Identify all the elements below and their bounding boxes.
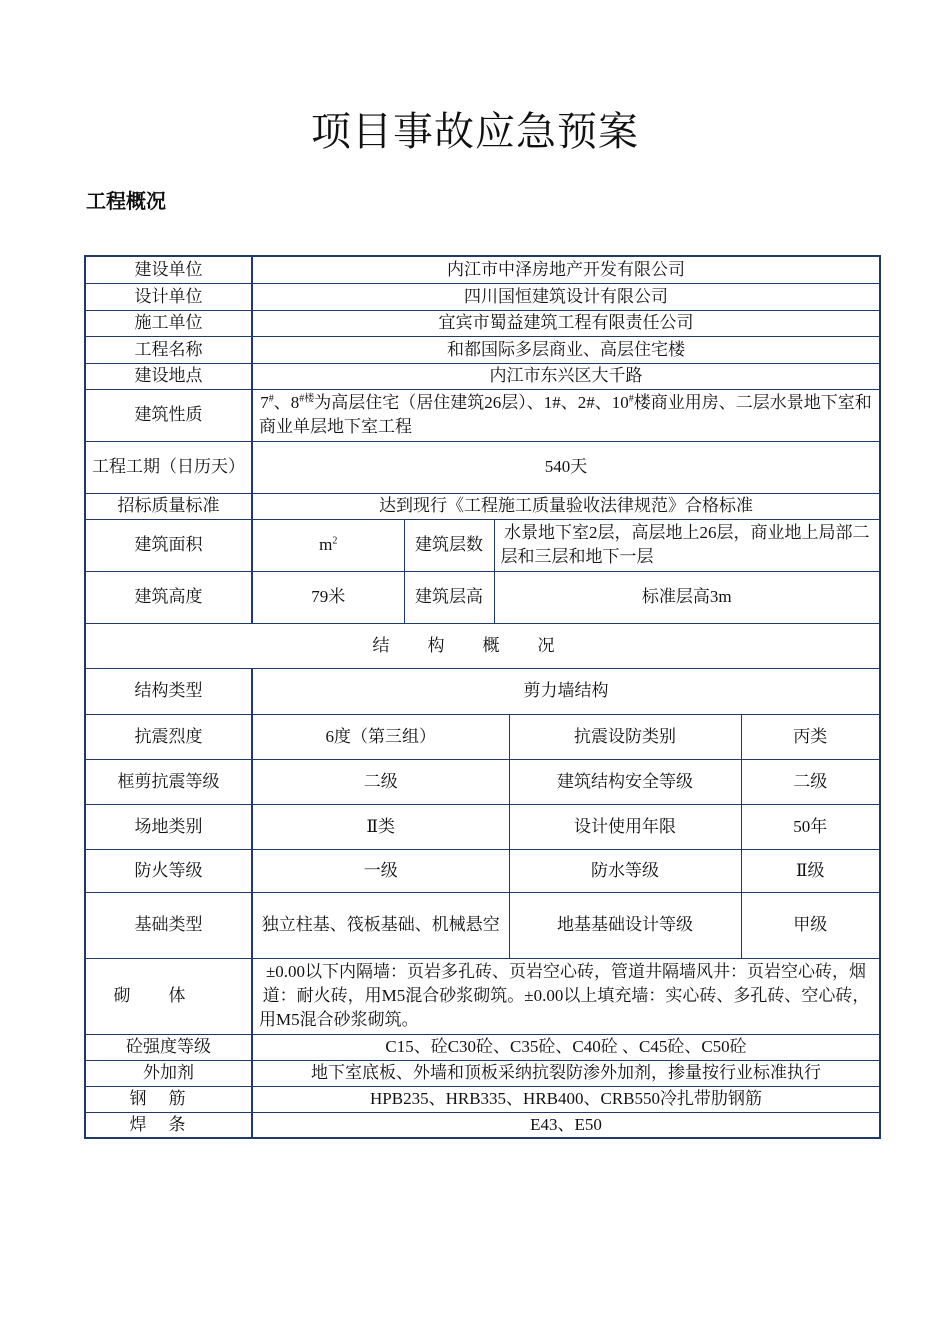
- table-row: [85, 283, 880, 310]
- row-value: 剪力墙结构: [252, 668, 880, 714]
- nature-text: 为高层住宅（居住建筑26层）、1#、2#、10: [314, 393, 629, 412]
- nature-sup: #楼: [299, 393, 315, 405]
- row-value: Ⅱ类: [252, 804, 509, 849]
- row-label: 砼强度等级: [85, 1034, 252, 1060]
- row-value: 地下室底板、外墙和顶板采纳抗裂防渗外加剂，掺量按行业标准执行: [252, 1060, 880, 1086]
- nature-sup: #: [268, 393, 274, 405]
- table-row: [85, 310, 880, 336]
- nature-text: 、8: [273, 393, 300, 412]
- row-label: 建筑性质: [85, 389, 252, 441]
- row-label: 设计单位: [85, 283, 252, 310]
- row-value: Ⅱ级: [741, 849, 880, 892]
- table-row: [85, 1034, 880, 1060]
- row-value: 独立柱基、筏板基础、机械悬空: [252, 892, 509, 958]
- row-label: 钢筋: [85, 1086, 252, 1112]
- row-value: 宜宾市蜀益建筑工程有限责任公司: [252, 310, 880, 336]
- row-value: 四川国恒建筑设计有限公司: [252, 283, 880, 310]
- row-label: 结构类型: [85, 668, 252, 714]
- row-label: 基础类型: [85, 892, 252, 958]
- table-row: [85, 519, 880, 571]
- section-heading: 工程概况: [86, 189, 166, 213]
- row-value: C15、砼C30砼、C35砼、C40砼 、C45砼、C50砼: [252, 1034, 880, 1060]
- table-row: [85, 958, 880, 1034]
- row-value: 甲级: [741, 892, 880, 958]
- row-label: 工程名称: [85, 336, 252, 363]
- table-row: [85, 668, 880, 714]
- row-value: 达到现行《工程施工质量验收法律规范》合格标准: [252, 493, 880, 519]
- table-row: [85, 892, 880, 958]
- nature-text: 7: [260, 393, 269, 412]
- row-sublabel: 地基基础设计等级: [509, 892, 741, 958]
- row-value: 二级: [252, 759, 509, 804]
- table-row: [85, 571, 880, 623]
- nature-sup: #: [628, 393, 634, 405]
- row-value: 6度（第三组）: [252, 714, 509, 759]
- table-row: [85, 493, 880, 519]
- row-sublabel: 建筑层数: [404, 519, 494, 571]
- table-row: [85, 256, 880, 283]
- nature-text: 楼商业用房、二层水景地下室和商业单层地下室工程: [259, 393, 872, 436]
- row-sublabel: 设计使用年限: [509, 804, 741, 849]
- row-value: 内江市东兴区大千路: [252, 363, 880, 389]
- building-nature-value: [252, 389, 880, 441]
- table-row: [85, 389, 880, 441]
- project-overview-table: [84, 255, 881, 1139]
- row-label: 建筑面积: [85, 519, 252, 571]
- row-value: HPB235、HRB335、HRB400、CRB550冷扎带肋钢筋: [252, 1086, 880, 1112]
- row-label: 招标质量标准: [85, 493, 252, 519]
- row-label: 焊条: [85, 1112, 252, 1138]
- structure-heading: 结构概况: [85, 623, 880, 668]
- row-value: 标准层高3m: [494, 571, 880, 623]
- area-unit: [252, 519, 404, 571]
- row-label: 施工单位: [85, 310, 252, 336]
- row-value: 50年: [741, 804, 880, 849]
- masonry-value: ±0.00以下内隔墙：页岩多孔砖、页岩空心砖，管道井隔墙风井：页岩空心砖，烟道：耐火砖，用M5混合砂浆砌筑。±0.00以上填充墙：实心砖、多孔砖、空心砖，用M5混合砂浆砌筑。: [252, 958, 880, 1034]
- row-label: 框剪抗震等级: [85, 759, 252, 804]
- table-row: [85, 336, 880, 363]
- table-row: [85, 623, 880, 668]
- row-label: 场地类别: [85, 804, 252, 849]
- row-label: 砌体: [85, 958, 252, 1034]
- row-value: 二级: [741, 759, 880, 804]
- page-title: 项目事故应急预案: [311, 109, 639, 155]
- row-label: 防火等级: [85, 849, 252, 892]
- row-label: 建设地点: [85, 363, 252, 389]
- row-value: E43、E50: [252, 1112, 880, 1138]
- row-sublabel: 抗震设防类别: [509, 714, 741, 759]
- row-sublabel: 防水等级: [509, 849, 741, 892]
- table-row: [85, 759, 880, 804]
- row-sublabel: 建筑层高: [404, 571, 494, 623]
- floors-value: 水景地下室2层，高层地上26层，商业地上局部二层和三层和地下一层: [494, 519, 880, 571]
- table-row: [85, 1086, 880, 1112]
- row-sublabel: 建筑结构安全等级: [509, 759, 741, 804]
- unit-text: m: [319, 535, 333, 554]
- table-row: [85, 714, 880, 759]
- row-label: 抗震烈度: [85, 714, 252, 759]
- row-value: 79米: [252, 571, 404, 623]
- table-row: [85, 441, 880, 493]
- row-label: 外加剂: [85, 1060, 252, 1086]
- row-value: 一级: [252, 849, 509, 892]
- row-value: 540天: [252, 441, 880, 493]
- table-row: [85, 1060, 880, 1086]
- row-value: 丙类: [741, 714, 880, 759]
- row-label: 建筑高度: [85, 571, 252, 623]
- unit-sup: 2: [332, 535, 338, 547]
- row-label: 工程工期（日历天）: [85, 441, 252, 493]
- table-row: [85, 804, 880, 849]
- row-label: 建设单位: [85, 256, 252, 283]
- table-row: [85, 1112, 880, 1138]
- table-row: [85, 849, 880, 892]
- row-value: 和都国际多层商业、高层住宅楼: [252, 336, 880, 363]
- row-value: 内江市中泽房地产开发有限公司: [252, 256, 880, 283]
- table-row: [85, 363, 880, 389]
